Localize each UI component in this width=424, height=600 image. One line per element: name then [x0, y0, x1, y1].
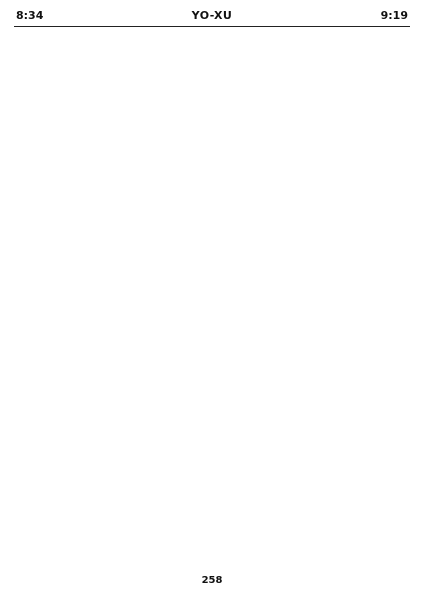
text-columns	[14, 34, 410, 564]
page-number: 258	[201, 575, 223, 586]
right-column	[220, 34, 410, 564]
left-column	[14, 34, 204, 564]
start-reference: 8:34	[16, 9, 44, 22]
running-head	[14, 8, 410, 24]
book-title: YO-XU	[191, 9, 233, 22]
end-reference: 9:19	[380, 9, 408, 22]
header-rule	[14, 26, 410, 27]
